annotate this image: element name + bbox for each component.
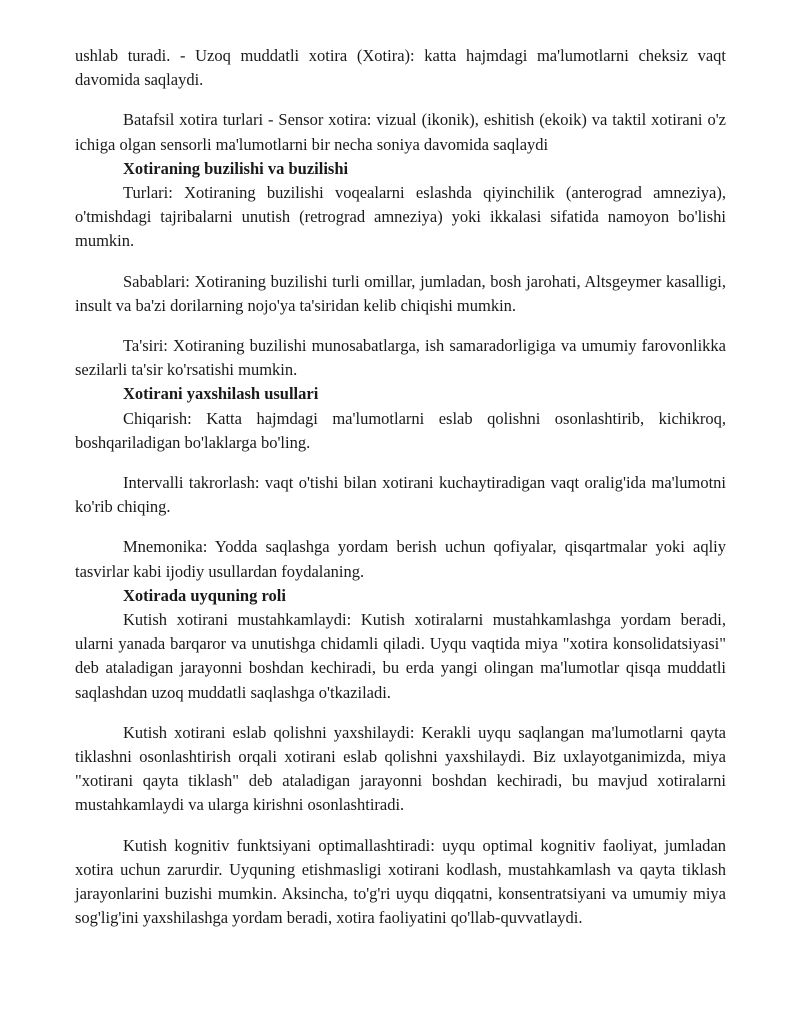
paragraph-impairment-causes: Sabablari: Xotiraning buzilishi turli omillar, jumladan, bosh jarohati, Altsgeymer kasalligi, insult va ba'zi dorilarning nojo'ya ta'siridan kelib chiqishi mumkin.	[75, 271, 726, 315]
paragraph-impairment-types: Turlari: Xotiraning buzilishi voqealarni eslashda qiyinchilik (anterograd amneziya), o'tmishdagi tajribalarni unutish (retrograd amneziya) yoki ikkalasi sifatida namoyon bo'lishi mumkin.	[75, 183, 726, 251]
paragraph-mnemonics: Mnemonika: Yodda saqlashga yordam berish uchun qofiyalar, qisqartmalar yoki aqliy tasvirlar kabi ijodiy usullardan foydalaning.	[75, 537, 726, 581]
paragraph-chunking: Chiqarish: Katta hajmdagi ma'lumotlarni eslab qolishni osonlashtirib, kichikroq, boshqariladigan bo'laklarga bo'ling.	[75, 408, 726, 452]
heading-memory-impairment: Xotiraning buzilishi va buzilishi	[123, 158, 349, 178]
paragraph-spaced-repetition: Intervalli takrorlash: vaqt o'tishi bilan xotirani kuchaytiradigan vaqt oralig'ida ma'lumotni ko'rib chiqing.	[75, 473, 726, 517]
paragraph-impairment-effects: Ta'siri: Xotiraning buzilishi munosabatlarga, ish samaradorligiga va umumiy farovonlikka sezilarli ta'sir ko'rsatishi mumkin.	[75, 336, 726, 380]
paragraph-sleep-consolidation: Kutish xotirani mustahkamlaydi: Kutish xotiralarni mustahkamlashga yordam beradi, ularni yanada barqaror va unutishga chidamli qiladi. Uyqu vaqtida miya "xotira konsolidatsiyasi" deb ataladigan jarayonni boshdan kechiradi, bu erda yangi olingan ma'lumotlar qisqa muddatli saqlashdan uzoq muddatli saqlashga o'tkaziladi.	[75, 610, 726, 702]
paragraph-continuation: ushlab turadi. - Uzoq muddatli xotira (Xotira): katta hajmdagi ma'lumotlarni cheksiz vaqt davomida saqlaydi.	[75, 46, 726, 90]
paragraph-sleep-recall: Kutish xotirani eslab qolishni yaxshilaydi: Kerakli uyqu saqlangan ma'lumotlarni qayta tiklashni osonlashtirish orqali xotirani eslab qolishni yaxshilaydi. Biz uxlayotganimizda, miya "xotirani qayta tiklash" deb ataladigan jarayonni boshdan kechiradi, bu mavjud xotiralarni mustahkamlaydi va ularga kirishni osonlashtiradi.	[75, 722, 726, 815]
paragraph-sleep-cognition: Kutish kognitiv funktsiyani optimallashtiradi: uyqu optimal kognitiv faoliyat, jumladan xotira uchun zarurdir. Uyquning etishmasligi xotirani kodlash, mustahkamlash va qayta tiklash jarayonlarini buzishi mumkin. Aksincha, to'g'ri uyqu diqqatni, konsentratsiyani va umumiy miya sog'lig'ini yaxshilashga yordam beradi, xotira faoliyatini qo'llab-quvvatlaydi.	[75, 835, 726, 928]
heading-memory-improvement: Xotirani yaxshilash usullari	[123, 384, 319, 404]
paragraph-memory-types: Batafsil xotira turlari - Sensor xotira: vizual (ikonik), eshitish (ekoik) va taktil xotirani o'z ichiga olgan sensorli ma'lumotlarni bir necha soniya davomida saqlaydi	[75, 110, 726, 154]
heading-sleep-role: Xotirada uyquning roli	[123, 585, 286, 605]
